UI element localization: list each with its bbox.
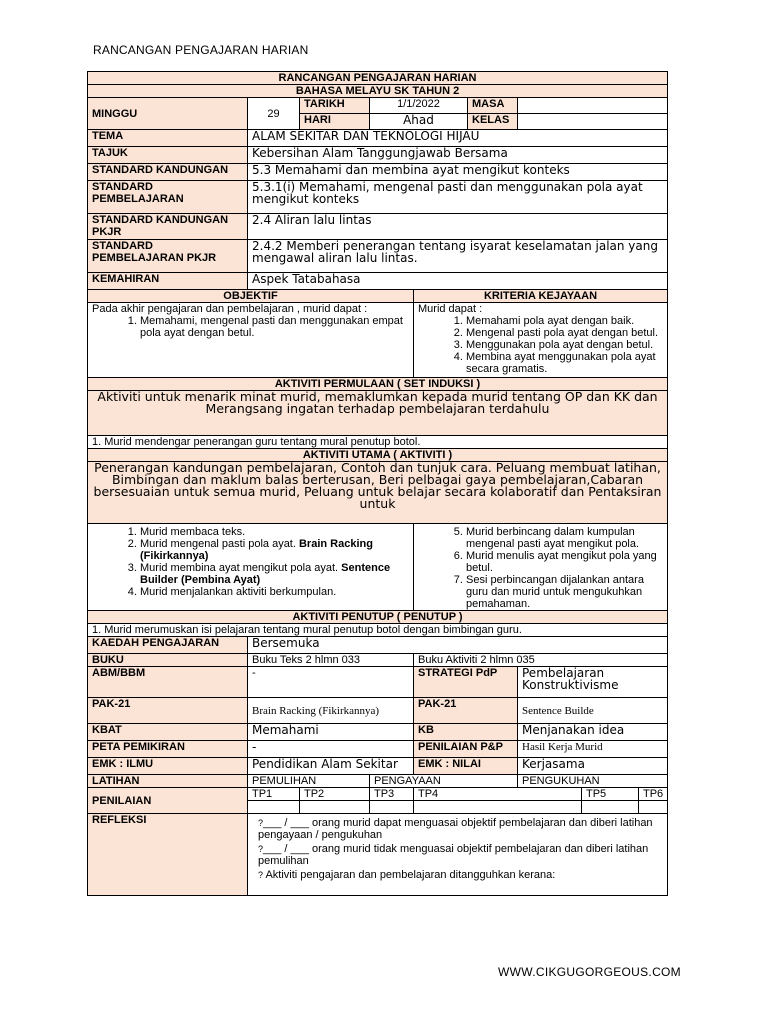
utama-item: 6. Murid menulis ayat mengikut pola yang betul. (466, 550, 663, 574)
pak21-value: Brain Racking (Fikirkannya) (248, 698, 414, 724)
latihan-pengayaan: PENGAYAAN (370, 775, 518, 788)
penilaian-label: PENILAIAN (88, 788, 248, 814)
sppkjr-value: 2.4.2 Memberi penerangan tentang isyarat keselamatan jalan yang mengawal aliran lalu lintas. (248, 240, 668, 273)
utama-item-bold: Sentence Builder (Pembina Ayat) (140, 562, 391, 586)
penilaian-pp-value: Hasil Kerja Murid (518, 741, 668, 758)
tp3-cell: TP3 (370, 788, 414, 801)
sppkjr-label-1: STANDARD (92, 240, 153, 252)
refleksi-line-3 (252, 869, 663, 881)
utama-item: 7. Sesi perbincangan dijalankan antara guru dan murid untuk mengukuhkan pemahaman. (466, 574, 663, 610)
tp2-mark (300, 801, 370, 814)
hari-label: HARI (300, 114, 370, 130)
permulaan-header: AKTIVITI PERMULAAN ( SET INDUKSI ) (88, 378, 668, 391)
utama-item: 5. Murid berbincang dalam kumpulan mengenal pasti ayat mengikut pola. (466, 526, 663, 550)
pak21-label: PAK-21 (88, 698, 248, 724)
masa-label: MASA (468, 98, 518, 114)
buku-value-1: Buku Teks 2 hlmn 033 (248, 654, 414, 667)
question-icon: ? (258, 844, 264, 854)
minggu-value: 29 (248, 98, 300, 130)
utama-right-list (418, 524, 663, 610)
sk-label: STANDARD KANDUNGAN (88, 164, 248, 181)
kelas-label: KELAS (468, 114, 518, 130)
subtitle: BAHASA MELAYU SK TAHUN 2 (88, 85, 668, 98)
buku-value-2: Buku Aktiviti 2 hlmn 035 (414, 654, 668, 667)
utama-description: Penerangan kandungan pembelajaran, Contoh dan tunjuk cara. Peluang membuat latihan, Bimbingan dan maklum balas berterusan, Beri pelbagai gaya pembelajaran,Cabaran bersesuaian untuk semua murid, Peluang untuk belajar secara kolaboratif dan Pentaksiran untuk (88, 462, 668, 524)
sp-label-1: STANDARD (92, 181, 153, 193)
pak21-value-2: Sentence Builde (518, 698, 668, 724)
kriteria-intro: Murid dapat : (418, 303, 483, 315)
kbat-value: Memahami (248, 724, 414, 741)
kbat-label: KBAT (88, 724, 248, 741)
strategi-value: Pembelajaran Konstruktivisme (518, 667, 668, 698)
tp1-mark (248, 801, 300, 814)
sp-label-2: PEMBELAJARAN (92, 193, 184, 205)
kb-value: Menjanakan idea (518, 724, 668, 741)
tema-label: TEMA (88, 130, 248, 147)
peta-value: - (248, 741, 414, 758)
hari-value: Ahad (370, 114, 468, 130)
utama-item (140, 562, 409, 586)
pak21-label-2: PAK-21 (414, 698, 518, 724)
refleksi-label: REFLEKSI (88, 814, 248, 896)
rph-table (87, 71, 668, 896)
tp4-cell: TP4 (414, 788, 582, 801)
kb-label: KB (414, 724, 518, 741)
tp4-mark (414, 801, 582, 814)
tp6-cell: TP6 (639, 788, 668, 801)
refleksi-line-1 (252, 817, 663, 841)
kelas-value (518, 114, 668, 130)
objektif-intro: Pada akhir pengajaran dan pembelajaran , murid dapat : (92, 303, 368, 315)
tp2-cell: TP2 (300, 788, 370, 801)
minggu-label: MINGGU (88, 98, 248, 130)
tp1-cell: TP1 (248, 788, 300, 801)
kaedah-value: Bersemuka (248, 637, 668, 654)
penutup-header: AKTIVITI PENUTUP ( PENUTUP ) (88, 611, 668, 624)
utama-item: 4. Murid menjalankan aktiviti berkumpulan. (140, 586, 409, 598)
sppkjr-label-2: PEMBELAJARAN PKJR (92, 252, 217, 264)
tp3-mark (370, 801, 414, 814)
question-icon: ? (258, 818, 264, 828)
abm-value: - (248, 667, 414, 698)
objektif-item: 1. Memahami, mengenal pasti dan menggunakan empat pola ayat dengan betul. (140, 315, 409, 339)
tarikh-label: TARIKH (300, 98, 370, 114)
peta-label: PETA PEMIKIRAN (88, 741, 248, 758)
kriteria-item: 4. Membina ayat menggunakan pola ayat secara gramatis. (466, 351, 663, 375)
kriteria-header: KRITERIA KEJAYAAN (414, 290, 668, 303)
tp5-cell: TP5 (582, 788, 639, 801)
tp5-mark (582, 801, 639, 814)
footer-url: WWW.CIKGUGORGEOUS.COM (498, 965, 681, 979)
kriteria-item: 1. Memahami pola ayat dengan baik. (466, 315, 663, 327)
refleksi-line-3-text: Aktiviti pengajaran dan pembelajaran ditangguhkan kerana: (265, 869, 556, 881)
kemahiran-label: KEMAHIRAN (88, 273, 248, 290)
emk-ilmu-value: Pendidikan Alam Sekitar (248, 758, 414, 775)
kriteria-list (418, 315, 663, 375)
latihan-label: LATIHAN (88, 775, 248, 788)
permulaan-activity: 1. Murid mendengar penerangan guru tentang mural penutup botol. (88, 436, 668, 449)
utama-left-list (92, 524, 409, 598)
skpkjr-value: 2.4 Aliran lalu lintas (248, 214, 668, 240)
abm-label: ABM/BBM (88, 667, 248, 698)
tajuk-label: TAJUK (88, 147, 248, 164)
tema-value: ALAM SEKITAR DAN TEKNOLOGI HIJAU (248, 130, 668, 147)
strategi-label: STRATEGI PdP (414, 667, 518, 698)
kemahiran-value: Aspek Tatabahasa (248, 273, 668, 290)
refleksi-line-2-text: ___ / ___ orang murid tidak menguasai objektif pembelajaran dan diberi latihan pemulihan (258, 843, 649, 867)
emk-ilmu-label: EMK : ILMU (88, 758, 248, 775)
kaedah-label: KAEDAH PENGAJARAN (88, 637, 248, 654)
latihan-pengukuhan: PENGUKUHAN (518, 775, 668, 788)
sp-value: 5.3.1(i) Memahami, mengenal pasti dan menggunakan pola ayat mengikut konteks (248, 181, 668, 214)
utama-item (140, 538, 409, 562)
latihan-pemulihan: PEMULIHAN (248, 775, 370, 788)
tarikh-value: 1/1/2022 (370, 98, 468, 114)
buku-label: BUKU (88, 654, 248, 667)
masa-value (518, 98, 668, 114)
utama-item: 1. Murid membaca teks. (140, 526, 409, 538)
utama-item-text: Murid mengenal pasti pola ayat. (140, 538, 299, 550)
kriteria-item: 3. Menggunakan pola ayat dengan betul. (466, 339, 663, 351)
skpkjr-label-2: PKJR (92, 226, 122, 238)
question-icon: ? (258, 870, 264, 880)
page-header: RANCANGAN PENGAJARAN HARIAN (93, 43, 309, 57)
tp6-mark (639, 801, 668, 814)
refleksi-line-2 (252, 843, 663, 867)
emk-nilai-label: EMK : NILAI (414, 758, 518, 775)
tajuk-value: Kebersihan Alam Tanggungjawab Bersama (248, 147, 668, 164)
objektif-header: OBJEKTIF (88, 290, 414, 303)
penilaian-pp-label: PENILAIAN P&P (414, 741, 518, 758)
utama-header: AKTIVITI UTAMA ( AKTIVITI ) (88, 449, 668, 462)
refleksi-line-1-text: ___ / ___ orang murid dapat menguasai objektif pembelajaran dan diberi latihan pengayaan / pengukuhan (258, 817, 653, 841)
utama-item-bold: Brain Racking (Fikirkannya) (140, 538, 373, 562)
penutup-activity: 1. Murid merumuskan isi pelajaran tentang mural penutup botol dengan bimbingan guru. (88, 624, 668, 637)
permulaan-description: Aktiviti untuk menarik minat murid, memaklumkan kepada murid tentang OP dan KK dan Merangsang ingatan terhadap pembelajaran terdahulu (88, 391, 668, 436)
objektif-list (92, 315, 409, 339)
kriteria-item: 2. Mengenal pasti pola ayat dengan betul. (466, 327, 663, 339)
sk-value: 5.3 Memahami dan membina ayat mengikut konteks (248, 164, 668, 181)
title: RANCANGAN PENGAJARAN HARIAN (88, 72, 668, 85)
skpkjr-label-1: STANDARD KANDUNGAN (92, 214, 229, 226)
utama-item-text: Murid membina ayat mengikut pola ayat. (140, 562, 342, 574)
emk-nilai-value: Kerjasama (518, 758, 668, 775)
